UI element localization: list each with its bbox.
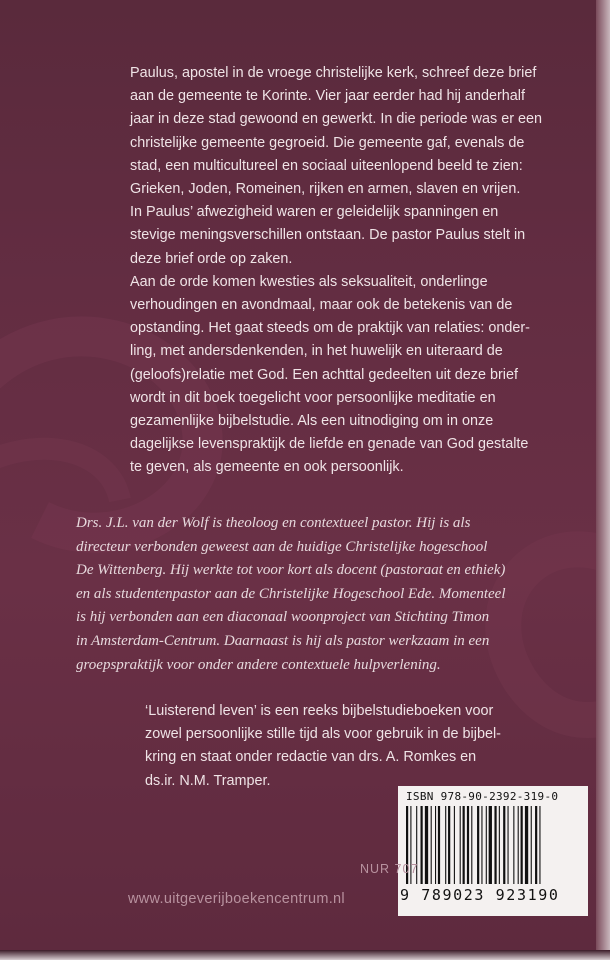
bio-line: De Wittenberg. Hij werkte tot voor kort als docent (pastoraat en ethiek) [76, 562, 506, 579]
isbn-label: ISBN 978-90-2392-319-0 [406, 790, 559, 803]
barcode-bar [518, 806, 519, 884]
barcode-bar [477, 806, 479, 884]
barcode [398, 786, 588, 916]
series-note [145, 700, 565, 793]
series-line: zowel persoonlijke stille tijd als voor gebruik in de bijbel- [145, 726, 501, 743]
barcode-bar [521, 806, 523, 884]
blurb-line: aan de gemeente te Korinte. Vier jaar eerder had hij anderhalf [130, 88, 525, 105]
barcode-bar [445, 806, 446, 884]
barcode-bar [460, 806, 461, 884]
bio-line: directeur verbonden geweest aan de huidige Christelijke hogeschool [76, 538, 488, 555]
blurb-line: dagelijkse levenspraktijk de liefde en genade van God gestalte [130, 436, 529, 453]
barcode-bar [425, 806, 428, 884]
barcode-bar [494, 806, 496, 884]
blurb-line: opstanding. Het gaat steeds om de praktijk van relaties: onder- [130, 320, 530, 337]
barcode-bars [406, 806, 580, 886]
series-line: ‘Luisterend leven’ is een reeks bijbelstudieboeken voor [145, 703, 494, 719]
barcode-bar [421, 806, 423, 884]
bio-line: in Amsterdam-Centrum. Daarnaast is hij als pastor werkzaam in een [76, 632, 490, 649]
page-edge-bottom [0, 950, 610, 960]
barcode-bar [525, 806, 528, 884]
barcode-bar [539, 806, 540, 884]
barcode-bar [454, 806, 455, 884]
publisher-website: www.uitgeverijboekencentrum.nl [128, 891, 345, 907]
page-edge-right [596, 0, 610, 960]
blurb-line: Aan de orde komen kwesties als seksualiteit, onderlinge [130, 273, 488, 290]
barcode-bar [448, 806, 450, 884]
barcode-bar [438, 806, 440, 884]
barcode-bar [467, 806, 469, 884]
barcode-bar [463, 806, 465, 884]
barcode-bar [481, 806, 482, 884]
bio-line: is hij verbonden aan een diaconaal woonproject van Stichting Timon [76, 609, 490, 626]
barcode-bar [531, 806, 532, 884]
blurb-line: jaar in deze stad gewoond en gewerkt. In die periode was er een [130, 111, 542, 128]
author-bio [76, 512, 576, 677]
barcode-bar [513, 806, 514, 884]
barcode-bar [431, 806, 432, 884]
barcode-bar [499, 806, 500, 884]
nur-code: NUR 707 [360, 862, 419, 876]
blurb-line: deze brief orde op zaken. [130, 250, 293, 267]
barcode-bar [535, 806, 537, 884]
bio-line: groepspraktijk voor onder andere contextuele hulpverlening. [76, 656, 441, 673]
blurb-line: Grieken, Joden, Romeinen, rijken en armen, slaven en vrijen. [130, 181, 521, 198]
barcode-bar [486, 806, 487, 884]
blurb-text [130, 62, 550, 480]
barcode-bar [508, 806, 509, 884]
bio-line: Drs. J.L. van der Wolf is theoloog en contextueel pastor. Hij is als [76, 515, 471, 531]
series-line: kring en staat onder redactie van drs. A. Romkes en [145, 749, 477, 766]
barcode-bar [435, 806, 436, 884]
blurb-line: wordt in dit boek toegelicht voor persoonlijke meditatie en [130, 389, 496, 406]
ean-number: 9 789023 923190 [400, 886, 560, 904]
bio-line: en als studentenpastor aan de Christelijke Hogeschool Ede. Momenteel [76, 585, 506, 602]
blurb-line: (geloofs)relatie met God. Een achttal gedeelten uit deze brief [130, 366, 518, 383]
barcode-bar [489, 806, 492, 884]
series-line: ds.ir. N.M. Tramper. [145, 772, 271, 789]
blurb-line: ling, met andersdenkenden, in het huwelijk en uiteraard de [130, 343, 503, 360]
blurb-line: christelijke gemeente gegroeid. Die gemeente gaf, evenals de [130, 134, 525, 151]
barcode-bar [471, 806, 472, 884]
blurb-line: stevige meningsverschillen ontstaan. De pastor Paulus stelt in [130, 227, 526, 244]
blurb-line: In Paulus’ afwezigheid waren er geleidelijk spanningen en [130, 204, 499, 221]
barcode-bar [503, 806, 505, 884]
blurb-line: te geven, als gemeente en ook persoonlijk. [130, 459, 404, 476]
blurb-line: stad, een multicultureel en sociaal uiteenlopend beeld te zien: [130, 157, 523, 174]
blurb-line: Paulus, apostel in de vroege christelijke kerk, schreef deze brief [130, 65, 537, 81]
blurb-line: gezamenlijke bijbelstudie. Als een uitnodiging om in onze [130, 413, 494, 430]
blurb-line: verhoudingen en avondmaal, maar ook de betekenis van de [130, 297, 513, 314]
